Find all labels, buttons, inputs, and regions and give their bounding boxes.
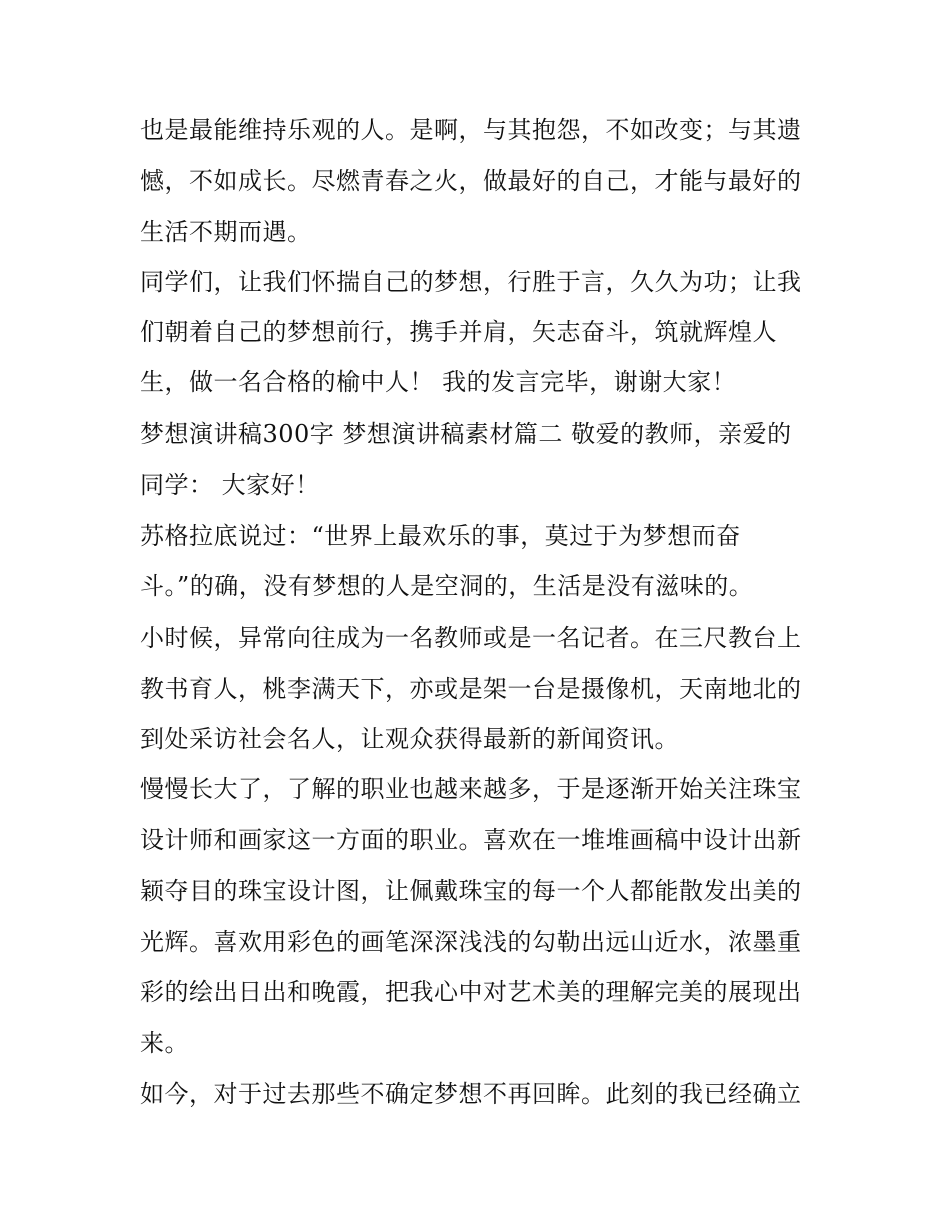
text-line: 们朝着自己的梦想前行，携手并肩，矢志奋斗，筑就辉煌人 [140, 318, 777, 346]
text-line: 颖夺目的珠宝设计图，让佩戴珠宝的每一个人都能散发出美的 [140, 877, 802, 905]
text-line: 小时候，异常向往成为一名教师或是一名记者。在三尺教台上 [140, 624, 802, 652]
text-line: 光辉。喜欢用彩色的画笔深深浅浅的勾勒出远山近水，浓墨重 [140, 928, 802, 956]
text-line: 来。 [140, 1029, 189, 1057]
text-line: 如今，对于过去那些不确定梦想不再回眸。此刻的我已经确立 [140, 1080, 802, 1108]
text-line: 生活不期而遇。 [140, 218, 312, 246]
text-line: 教书育人，桃李满天下，亦或是架一台是摄像机，天南地北的 [140, 675, 802, 703]
text-line: 斗。”的确，没有梦想的人是空洞的，生活是没有滋味的。 [140, 572, 754, 600]
text-line: 生，做一名合格的榆中人！ 我的发言完毕，谢谢大家！ [140, 368, 737, 396]
text-line: 到处采访社会名人，让观众获得最新的新闻资讯。 [140, 725, 679, 753]
text-line: 彩的绘出日出和晚霞，把我心中对艺术美的理解完美的展现出 [140, 978, 802, 1006]
text-line: 设计师和画家这一方面的职业。喜欢在一堆堆画稿中设计出新 [140, 826, 802, 854]
text-line: 梦想演讲稿300字 梦想演讲稿素材篇二 敬爱的教师，亲爱的 [140, 420, 792, 448]
text-line: 慢慢长大了，了解的职业也越来越多，于是逐渐开始关注珠宝 [140, 775, 802, 803]
text-line: 也是最能维持乐观的人。是啊，与其抱怨，不如改变；与其遗 [140, 116, 802, 144]
text-line: 同学们，让我们怀揣自己的梦想，行胜于言，久久为功；让我 [140, 268, 802, 296]
text-line: 憾，不如成长。尽燃青春之火，做最好的自己，才能与最好的 [140, 167, 802, 195]
text-line: 同学： 大家好！ [140, 471, 320, 499]
text-line: 苏格拉底说过：“世界上最欢乐的事，莫过于为梦想而奋 [140, 522, 741, 550]
